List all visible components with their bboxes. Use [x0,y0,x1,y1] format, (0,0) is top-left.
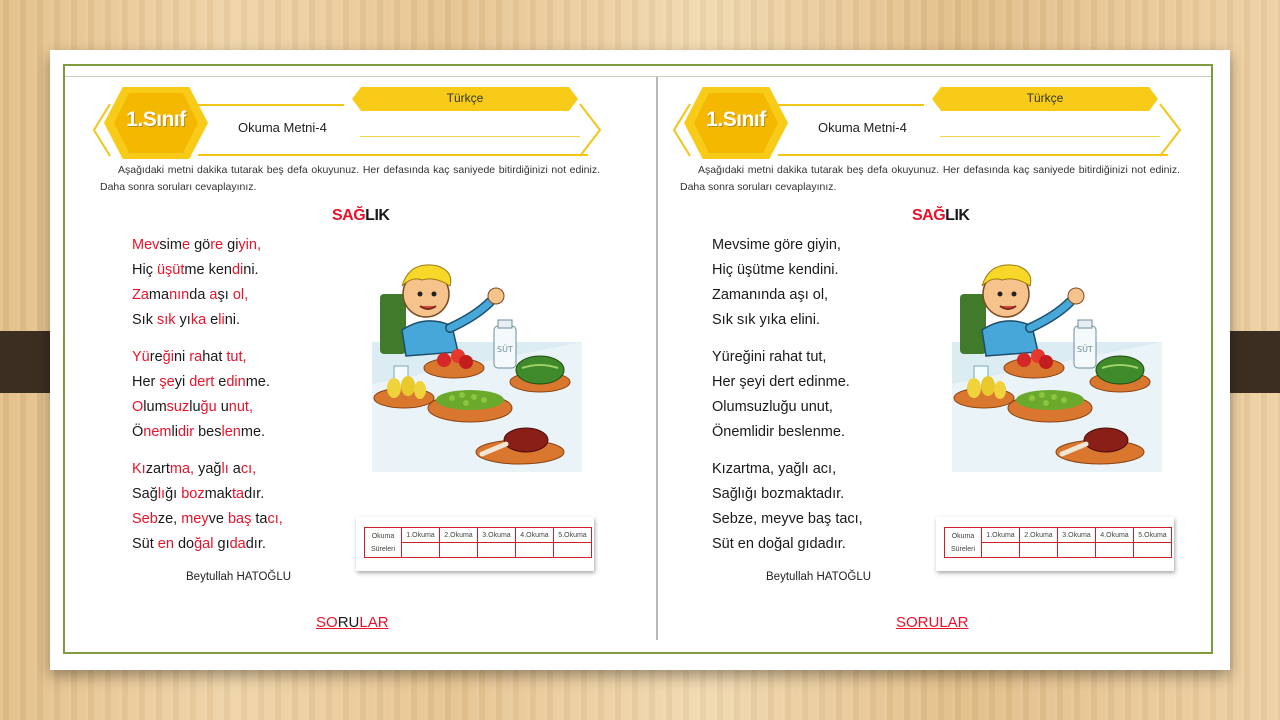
syllable: ve [208,511,228,527]
syllable: di [231,262,244,278]
syllable: ği [162,349,174,365]
table-header-cell: 3.Okuma [478,528,516,543]
table-header-cell: 5.Okuma [1134,528,1172,543]
syllable: dert [189,374,219,390]
syllable: Mevsime göre giyin, [712,237,841,253]
syllable: li [218,312,225,328]
poem-line [132,233,283,258]
poem-stanza [132,345,283,445]
poem-line [712,457,863,482]
syllable: ka [190,312,211,328]
instructions: Aşağıdaki metni dakika tutarak beş defa okuyunuz. Her defasında kaç saniyede bitirdiğinizi not ediniz. Daha sonra soruları cevaplayınız. [680,164,1180,193]
syllable: gı [217,536,230,552]
syllable: Sık sık yıka elini. [712,312,820,328]
svg-text:SÜT: SÜT [497,345,513,354]
syllable: u [220,399,229,415]
syllable: a [209,287,218,303]
syllable: baş [227,511,256,527]
table-cell[interactable] [402,543,440,558]
syllable: li [171,424,178,440]
syllable: da [229,536,246,552]
syllable: me. [245,374,270,390]
syllable: sim [159,237,182,253]
poem-author: Beytullah HATOĞLU [186,571,292,583]
reading-times-table [356,517,594,571]
syllable: suz [166,399,190,415]
poem-line [712,420,863,445]
syllable: cı, [267,511,283,527]
questions-link[interactable] [316,614,389,631]
syllable: e [181,237,195,253]
page-divider [656,77,658,640]
poem-title-part2: LIK [945,207,970,224]
syllable: re [149,349,163,365]
reading-times-grid [364,527,592,558]
syllable: yı [179,312,191,328]
syllable: Hiç üşütme kendini. [712,262,839,278]
syllable: yi [174,374,190,390]
syllable: en [157,536,178,552]
table-header-cell: 3.Okuma [1058,528,1096,543]
poem-title [912,207,969,225]
syllable: Seb [132,511,158,527]
syllable: Yü [132,349,150,365]
table-cell[interactable] [1134,543,1172,558]
syllable: lı [157,486,166,502]
syllable: Her şeyi dert edinme. [712,374,850,390]
poem-line [712,308,863,333]
table-header-cell: 5.Okuma [554,528,592,543]
worksheet-page-left [88,76,618,636]
instructions: Aşağıdaki metni dakika tutarak beş defa okuyunuz. Her defasında kaç saniyede bitirdiğinizi not ediniz. Daha sonra soruları cevaplayınız. [100,164,600,193]
header-line [940,136,1160,137]
table-cell[interactable] [440,543,478,558]
poem-line [132,507,283,532]
grade-label: 1.Sınıf [706,108,766,131]
syllable: Süt en doğal gıdadır. [712,536,846,552]
poem [712,233,863,569]
poem-line [712,507,863,532]
table-row-label: Okuma Süreleri [945,528,982,558]
poem-line [712,395,863,420]
subject-label: Türkçe [446,91,484,105]
questions-label-part[interactable]: RU [337,614,360,631]
poem-line [712,482,863,507]
header-chevron-icon [576,102,606,158]
slide [50,50,1230,670]
syllable: zart [145,461,170,477]
poem-line [132,457,283,482]
poem-line [132,420,283,445]
header-chevron-icon [1156,102,1186,158]
syllable: da [189,287,210,303]
syllable: lı [221,461,233,477]
table-header-cell: 4.Okuma [1096,528,1134,543]
syllable: boz [181,486,205,502]
syllable: din [226,374,246,390]
syllable: ma [148,287,170,303]
syllable: yin, [238,237,261,253]
questions-label-part[interactable]: SORULAR [896,614,969,631]
questions-label-part[interactable]: SO [316,614,338,631]
syllable: Önemlidir beslenme. [712,424,845,440]
syllable: Sık [132,312,157,328]
syllable: Ö [132,424,144,440]
syllable: Kızartma, yağlı acı, [712,461,837,477]
syllable: şı [217,287,233,303]
syllable: dır. [245,536,266,552]
table-header-cell: 2.Okuma [440,528,478,543]
poem-stanza [712,345,863,445]
header-line [778,104,924,106]
syllable: Hiç [132,262,157,278]
syllable: ğal [194,536,218,552]
syllable: e [218,374,227,390]
syllable: Süt [132,536,158,552]
poem-line [132,482,283,507]
syllable: ğu [200,399,221,415]
poem-line [712,345,863,370]
syllable: cı, [240,461,257,477]
table-cell[interactable] [1020,543,1058,558]
syllable: len [221,424,241,440]
poem-line [712,532,863,557]
syllable: ğı [165,486,182,502]
poem-author: Beytullah HATOĞLU [766,571,872,583]
syllable: ni. [243,262,259,278]
poem-line [132,308,283,333]
reading-title: Okuma Metni-4 [238,120,327,135]
syllable: e [210,312,219,328]
poem-title-part2: LIK [365,207,390,224]
syllable: şe [159,374,175,390]
poem-line [712,233,863,258]
syllable: üşüt [156,262,185,278]
table-header-cell: 1.Okuma [982,528,1020,543]
table-row-label: Okuma Süreleri [365,528,402,558]
syllable: mak [204,486,232,502]
syllable: nem [143,424,172,440]
syllable: ma, [169,461,199,477]
syllable: yağ [198,461,222,477]
syllable: Mev [132,237,160,253]
syllable: Yüreğini rahat tut, [712,349,827,365]
syllable: lu [189,399,201,415]
boy-eating-healthy-food-illustration [366,256,586,482]
syllable: ta [255,511,268,527]
poem-title-part1: SAĞ [912,207,946,224]
syllable: lum [143,399,167,415]
poem-line [712,370,863,395]
syllable: ni. [224,312,241,328]
syllable: Sebze, meyve baş tacı, [712,511,863,527]
table-cell[interactable] [516,543,554,558]
table-cell[interactable] [478,543,516,558]
grade-label: 1.Sınıf [126,108,186,131]
syllable: hat [202,349,227,365]
svg-text:SÜT: SÜT [1077,345,1093,354]
reading-times-grid [944,527,1172,558]
syllable: mey [181,511,209,527]
header-line [360,136,580,137]
syllable: sık [156,312,180,328]
poem-line [712,283,863,308]
header-chevron-left-icon [672,102,694,158]
poem-line [132,370,283,395]
table-cell[interactable] [982,543,1020,558]
syllable: me [184,262,209,278]
syllable: ta [231,486,245,502]
syllable: Sağlığı bozmaktadır. [712,486,845,502]
poem-line [132,258,283,283]
syllable: ze, [157,511,182,527]
worksheet-page-right [668,76,1198,636]
syllable: Zamanında aşı ol, [712,287,829,303]
questions-link[interactable] [896,614,969,631]
poem-line [132,283,283,308]
table-cell[interactable] [554,543,592,558]
subject-label: Türkçe [1026,91,1064,105]
questions-label-part[interactable]: LAR [359,614,389,631]
poem-stanza [712,233,863,333]
reading-title: Okuma Metni-4 [818,120,907,135]
syllable: gö [194,237,211,253]
header-line [198,154,588,156]
syllable: dir [177,424,199,440]
syllable: do [177,536,195,552]
poem-stanza [132,457,283,557]
reading-times-table [936,517,1174,571]
boy-eating-healthy-food-illustration [946,256,1166,482]
poem-stanza [712,457,863,557]
syllable: nut, [228,399,253,415]
syllable: gi [227,237,239,253]
header-line [778,154,1168,156]
poem-stanza [132,233,283,333]
syllable: ra [189,349,203,365]
poem-title-part1: SAĞ [332,207,366,224]
syllable: ol, [232,287,249,303]
header-chevron-left-icon [92,102,114,158]
poem-line [132,395,283,420]
table-cell[interactable] [1058,543,1096,558]
table-cell[interactable] [1096,543,1134,558]
syllable: ni [173,349,190,365]
syllable: me. [240,424,266,440]
syllable: Za [132,287,149,303]
table-header-cell: 2.Okuma [1020,528,1058,543]
syllable: O [132,399,144,415]
header-line [198,104,344,106]
poem-line [712,258,863,283]
syllable: tut, [226,349,247,365]
poem [132,233,283,569]
poem-title [332,207,389,225]
syllable: ken [208,262,232,278]
table-header-cell: 1.Okuma [402,528,440,543]
syllable: re [210,237,228,253]
poem-line [132,345,283,370]
table-header-cell: 4.Okuma [516,528,554,543]
syllable: Olumsuzluğu unut, [712,399,833,415]
syllable: dır. [244,486,265,502]
syllable: a [232,461,241,477]
syllable: nın [169,287,190,303]
syllable: bes [198,424,222,440]
syllable: Sağ [132,486,158,502]
syllable: Her [132,374,160,390]
syllable: Kı [132,461,146,477]
poem-line [132,532,283,557]
